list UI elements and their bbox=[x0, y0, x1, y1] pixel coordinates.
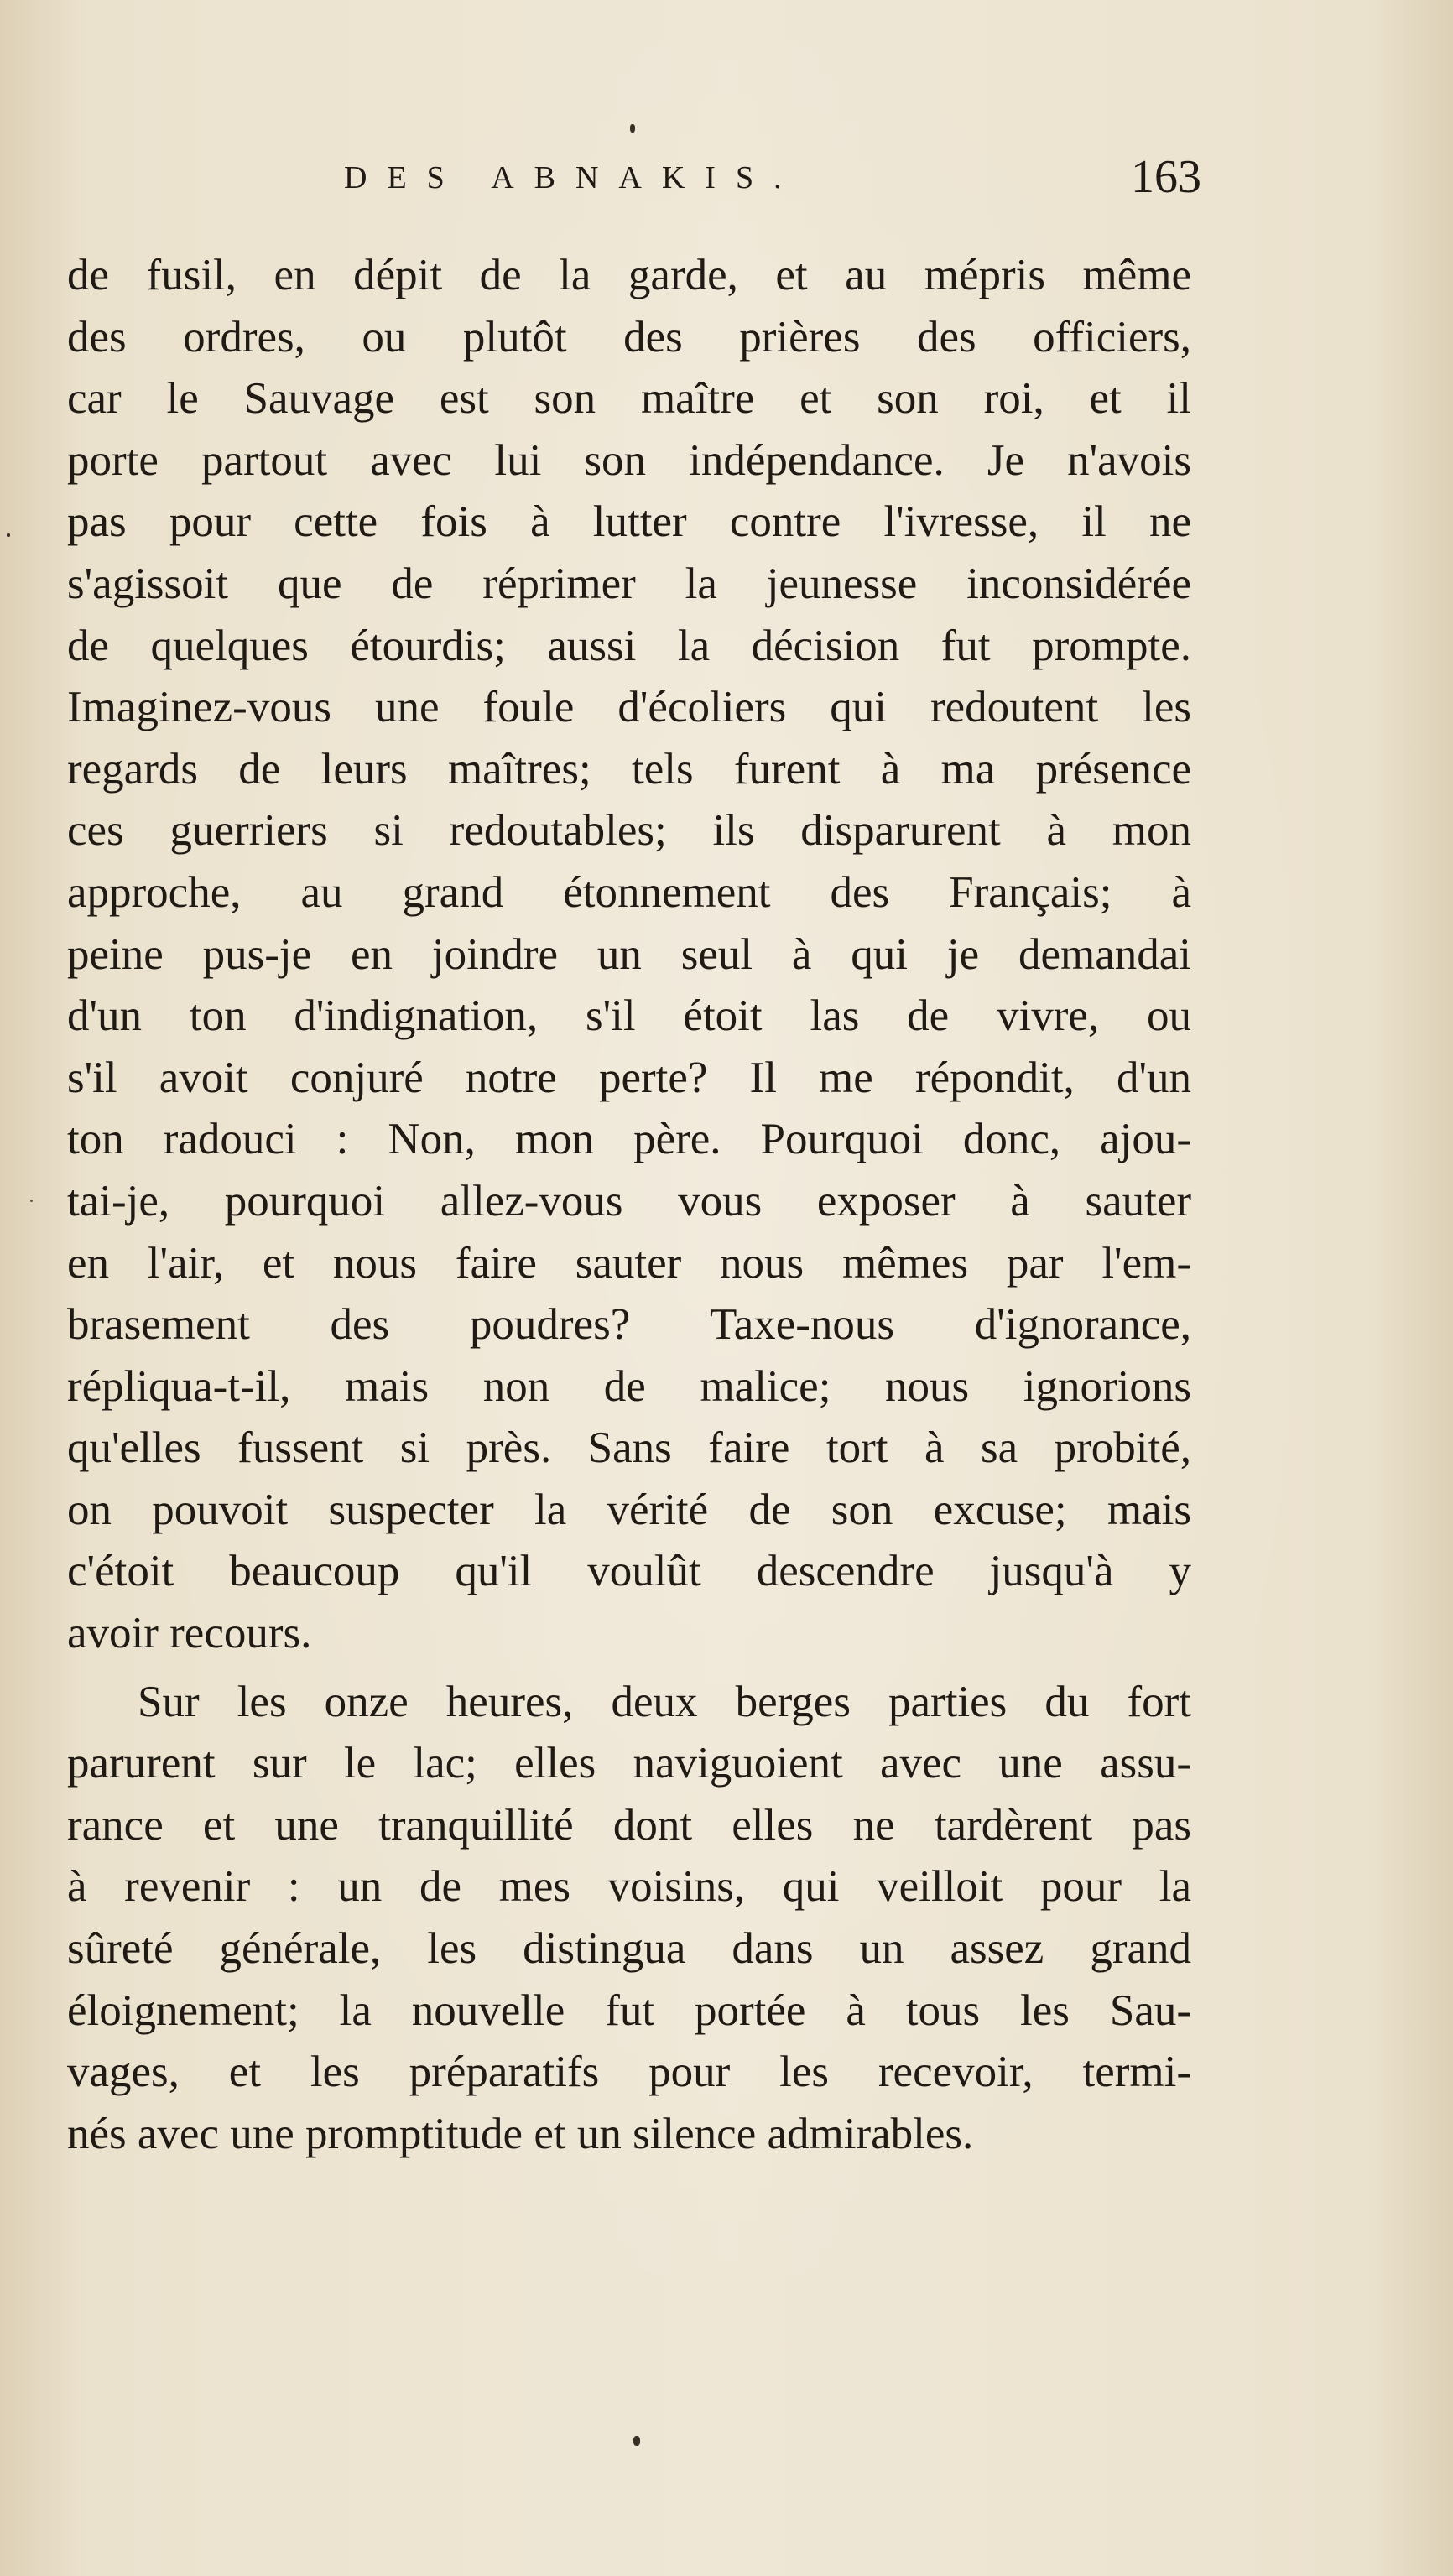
text-line: brasement des poudres? Taxe-nous d'ignorance, bbox=[67, 1300, 1191, 1350]
text-line: porte partout avec lui son indépendance. Je n'avois bbox=[67, 435, 1191, 485]
ink-speck bbox=[630, 124, 635, 133]
text-line: car le Sauvage est son maître et son roi, et il bbox=[67, 374, 1191, 424]
text-line: s'il avoit conjuré notre perte? Il me répondit, d'un bbox=[67, 1053, 1191, 1102]
text-line: pas pour cette fois à lutter contre l'ivresse, il ne bbox=[67, 497, 1191, 547]
body-text bbox=[67, 245, 1191, 2165]
text-line: éloignement; la nouvelle fut portée à tous les Sau- bbox=[67, 1985, 1191, 2035]
text-line: ces guerriers si redoutables; ils disparurent à mon bbox=[67, 806, 1191, 856]
text-line: en l'air, et nous faire sauter nous mêmes par l'em- bbox=[67, 1238, 1191, 1288]
ink-speck bbox=[633, 2436, 640, 2446]
text-line: on pouvoit suspecter la vérité de son excuse; mais bbox=[67, 1485, 1191, 1534]
text-line: qu'elles fussent si près. Sans faire tort à sa probité, bbox=[67, 1423, 1191, 1473]
text-line: tai-je, pourquoi allez-vous vous exposer à sauter bbox=[67, 1176, 1191, 1226]
text-line: s'agissoit que de réprimer la jeunesse inconsidérée bbox=[67, 559, 1191, 608]
text-line: des ordres, ou plutôt des prières des officiers, bbox=[67, 312, 1191, 362]
page-number: 163 bbox=[1131, 151, 1201, 203]
text-line: approche, au grand étonnement des Français; à bbox=[67, 867, 1191, 917]
text-line: c'étoit beaucoup qu'il voulût descendre jusqu'à y bbox=[67, 1547, 1191, 1596]
text-line: répliqua-t-il, mais non de malice; nous ignorions bbox=[67, 1361, 1191, 1411]
paragraph-2 bbox=[67, 1672, 1191, 2166]
text-line: à revenir : un de mes voisins, qui veilloit pour la bbox=[67, 1862, 1191, 1912]
text-line: vages, et les préparatifs pour les recevoir, termi- bbox=[67, 2048, 1191, 2097]
text-line: ton radouci : Non, mon père. Pourquoi donc, ajou- bbox=[67, 1115, 1191, 1164]
paragraph-1 bbox=[67, 245, 1191, 1665]
ink-speck bbox=[7, 533, 10, 537]
text-line: de quelques étourdis; aussi la décision fut prompte. bbox=[67, 621, 1191, 670]
text-line: avoir recours. bbox=[67, 1609, 312, 1658]
text-line: Sur les onze heures, deux berges parties du fort bbox=[138, 1677, 1191, 1726]
text-line: d'un ton d'indignation, s'il étoit las de vivre, ou bbox=[67, 991, 1191, 1041]
page-header bbox=[0, 153, 1453, 203]
ink-speck bbox=[30, 1200, 33, 1202]
running-head: DES ABNAKIS. bbox=[344, 160, 802, 195]
text-line: de fusil, en dépit de la garde, et au mépris même bbox=[67, 251, 1191, 299]
paragraph-gap bbox=[67, 1665, 1191, 1672]
text-line: nés avec une promptitude et un silence admirables. bbox=[67, 2109, 974, 2158]
text-line: regards de leurs maîtres; tels furent à ma présence bbox=[67, 744, 1191, 794]
text-line: rance et une tranquillité dont elles ne tardèrent pas bbox=[67, 1800, 1191, 1850]
text-line: sûreté générale, les distingua dans un assez grand bbox=[67, 1924, 1191, 1974]
text-line: Imaginez-vous une foule d'écoliers qui redoutent les bbox=[67, 683, 1191, 732]
text-line: peine pus-je en joindre un seul à qui je demandai bbox=[67, 929, 1191, 979]
text-line: parurent sur le lac; elles naviguoient avec une assu- bbox=[67, 1739, 1191, 1788]
